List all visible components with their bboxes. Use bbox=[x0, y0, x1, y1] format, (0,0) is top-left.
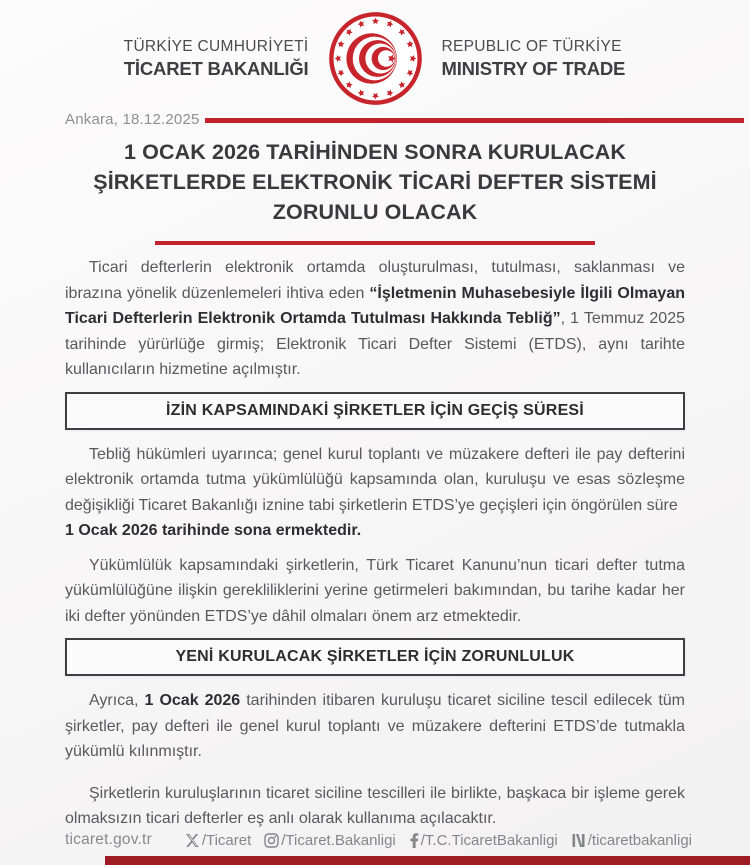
header-right-line1: REPUBLIC OF TÜRKİYE bbox=[441, 37, 622, 55]
social-handle: /T.C.TicaretBakanligi bbox=[420, 831, 558, 849]
dateline-row bbox=[0, 111, 750, 129]
body-content bbox=[0, 255, 750, 832]
instagram-icon bbox=[264, 833, 279, 848]
section-heading-box: İZİN KAPSAMINDAKİ ŞİRKETLER İÇİN GEÇİŞ SÜRESİ bbox=[65, 392, 685, 430]
x-icon bbox=[185, 833, 200, 848]
social-handle: /ticaretbakanligi bbox=[587, 831, 692, 849]
header-right-line2: MINISTRY OF TRADE bbox=[441, 57, 626, 79]
body-paragraph: Tebliğ hükümleri uyarınca; genel kurul toplantı ve müzakere defteri ile pay defterini elektronik ortamda tutma yükümlülüğü kapsamında olan, kuruluşu ve esas sözleşme değişikliği Ticaret Bakanlığı iznine tabi şirketlerin ETDS’ye geçişleri için öngörülen süre 1 Ocak 2026 tarihinde sona ermektedir. bbox=[65, 445, 685, 540]
social-link-nsosyal[interactable] bbox=[571, 832, 692, 849]
title-underline bbox=[155, 241, 595, 245]
body-paragraph: Ticari defterlerin elektronik ortamda oluşturulması, tutulması, saklanması ve ibrazına yönelik düzenlemeleri ihtiva eden “İşletmenin Muhasebesiyle İlgili Olmayan Ticari Defterlerin Elektronik Ortamda Tutulması Hakkında Tebliğ”, 1 Temmuz 2025 tarihinde yürürlüğe girmiş; Elektronik Ticari Defter Sistemi (ETDS), aynı tarihte kullanıcıların hizmetine açılmıştır. bbox=[65, 259, 686, 379]
social-handle: /Ticaret.Bakanligi bbox=[281, 831, 396, 849]
bottom-red-bar bbox=[105, 856, 750, 865]
ministry-of-trade-logo-icon bbox=[327, 10, 424, 107]
body-paragraph: Yükümlülük kapsamındaki şirketlerin, Türk Ticaret Kanunu’nun ticari defter tutma yükümlülüğüne ilişkin gerekliliklerini yerine getirmeleri bakımından, bu tarihe kadar her iki defter yönünden ETDS’ye dâhil olmaları önem arz etmektedir. bbox=[65, 556, 685, 625]
social-link-x[interactable] bbox=[185, 832, 251, 849]
date-location: Ankara, 18.12.2025 bbox=[65, 111, 200, 128]
header bbox=[0, 0, 750, 107]
social-links-row bbox=[185, 832, 692, 849]
body-paragraph: Ayrıca, 1 Ocak 2026 tarihinden itibaren kuruluşu ticaret siciline tescil edilecek tüm şirketler, pay defteri ile genel kurul toplantı ve müzakere defterini ETDS’de tutmakla yükümlü kılınmıştır. bbox=[65, 692, 685, 761]
header-left-line2: TİCARET BAKANLIĞI bbox=[123, 57, 309, 79]
body-paragraph: Şirketlerin kuruluşlarının ticaret siciline tescilleri ile birlikte, başkaca bir işleme gerek olmaksızın ticari defterler eş anlı olarak kullanıma açılacaktır. bbox=[65, 784, 685, 828]
section-heading-box: YENİ KURULACAK ŞİRKETLER İÇİN ZORUNLULUK bbox=[65, 638, 685, 676]
footer bbox=[65, 831, 692, 849]
nsosyal-icon bbox=[571, 833, 586, 848]
facebook-icon bbox=[409, 833, 419, 848]
title-line-1: 1 OCAK 2026 TARİHİNDEN SONRA KURULACAK bbox=[124, 140, 626, 164]
header-left bbox=[77, 38, 309, 80]
social-link-facebook[interactable] bbox=[409, 832, 558, 849]
header-left-line1: TÜRKİYE CUMHURİYETİ bbox=[123, 37, 309, 55]
title-line-2: ŞİRKETLERDE ELEKTRONİK TİCARİ DEFTER SİSTEMİ bbox=[93, 170, 657, 194]
title-line-3: ZORUNLU OLACAK bbox=[272, 200, 478, 224]
top-red-bar bbox=[205, 118, 744, 123]
website-link[interactable]: ticaret.gov.tr bbox=[65, 831, 152, 848]
social-handle: /Ticaret bbox=[201, 831, 252, 849]
social-link-instagram[interactable] bbox=[264, 832, 396, 849]
page-title bbox=[0, 137, 750, 227]
header-right bbox=[442, 38, 674, 80]
